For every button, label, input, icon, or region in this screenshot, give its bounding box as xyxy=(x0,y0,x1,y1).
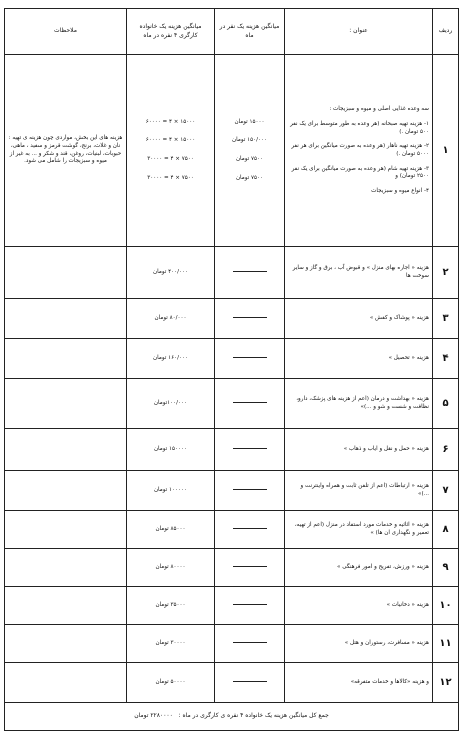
row-sub-item: ۱- هزینه تهیه صبحانه (هر وعده به طور متوسط برای یک نفر ۵۰۰ تومان .) xyxy=(290,121,429,135)
table-row xyxy=(5,587,459,625)
row-number: ۵ xyxy=(433,379,459,429)
header-title: عنوان : xyxy=(285,9,433,55)
empty-dash xyxy=(233,489,267,490)
row-number: ۹ xyxy=(433,549,459,587)
family-cost-cell: ۸۵۰۰۰ تومان xyxy=(127,511,215,549)
notes-cell xyxy=(5,247,127,299)
row-sub-item: ۲- هزینه تهیه ناهار (هر وعده به صورت میانگین برای هر نفر ۵۰۰۰ تومان .) xyxy=(291,143,429,157)
row-title: هزینه « بهداشت و درمان (اعم از هزینه های پزشک، دارو، نظافت و شست و شو و ...)» xyxy=(285,379,433,429)
budget-table xyxy=(4,8,459,731)
row-title: هزینه « اثاثیه و خدمات مورد استفاد در منزل (اعم از تهیه، تعمیر و نگهداری ان ها) » xyxy=(285,511,433,549)
empty-dash xyxy=(233,448,267,449)
family-cost-cell: ۱۵۰۰۰۰ تومان xyxy=(127,429,215,471)
notes-cell: هزینه های این بخش، مواردی چون هزینه ی تهیه : نان و غلات، برنج، گوشت قرمز و سفید ، ماهی، حبوبات، لبنیات، روغن، قند و شکر و ... به غیر از میوه و سبزیجات را شامل می شود. xyxy=(5,55,127,247)
header-notes: ملاحظات xyxy=(5,9,127,55)
table-row xyxy=(5,247,459,299)
total-value: ۲۲۸۰۰۰۰ تومان xyxy=(134,712,173,720)
notes-cell xyxy=(5,429,127,471)
notes-cell xyxy=(5,379,127,429)
empty-dash xyxy=(233,271,267,272)
row-title: هزینه « پوشاک و کفش » xyxy=(285,299,433,339)
person-cost-cell xyxy=(215,55,285,247)
table-row xyxy=(5,663,459,703)
empty-dash xyxy=(233,402,267,403)
person-cost-value: ۷۵۰۰ تومان xyxy=(235,156,264,162)
family-cost-value: ۱۵۰۰۰ × ۴ = ۶۰۰۰۰ xyxy=(145,137,196,144)
family-cost-cell xyxy=(127,55,215,247)
empty-dash xyxy=(233,528,267,529)
row-sub-item: ۴- انواع میوه و سبزیجات xyxy=(371,187,429,194)
person-cost-value: ۱۵۰/۰۰۰ تومان xyxy=(232,137,267,144)
table-row xyxy=(5,55,459,247)
header-person-cost: میانگین هزینه یک نفر در ماه xyxy=(215,9,285,55)
person-cost-cell xyxy=(215,339,285,379)
notes-cell xyxy=(5,471,127,511)
person-cost-cell xyxy=(215,663,285,703)
family-cost-cell: ۵۰۰۰۰ تومان xyxy=(127,663,215,703)
family-cost-value: ۱۵۰۰۰ × ۴ = ۶۰۰۰۰ xyxy=(145,118,196,125)
row-title: هزینه « ورزش، تفریح و امور فرهنگی » xyxy=(285,549,433,587)
person-cost-cell xyxy=(215,429,285,471)
notes-cell xyxy=(5,587,127,625)
empty-dash xyxy=(233,681,267,682)
notes-cell xyxy=(5,549,127,587)
row-number: ۴ xyxy=(433,339,459,379)
total-row xyxy=(5,703,459,731)
empty-dash xyxy=(233,642,267,643)
row-number: ۷ xyxy=(433,471,459,511)
table-row xyxy=(5,299,459,339)
row-number: ۲ xyxy=(433,247,459,299)
row-title: و هزینه «کالاها و خدمات متفرقه» xyxy=(285,663,433,703)
notes-cell xyxy=(5,625,127,663)
row-intro: سه وعده غذایی اصلی و میوه و سبزیجات : xyxy=(329,105,429,112)
empty-dash xyxy=(233,566,267,567)
row-number: ۳ xyxy=(433,299,459,339)
row-title: هزینه « اجاره بهای منزل » و قبوض آب ، برق و گاز و سایر سوخت ها xyxy=(285,247,433,299)
family-cost-cell: ۳۰۰۰۰ تومان xyxy=(127,625,215,663)
row-title: هزینه « حمل و نقل و ایاب و ذهاب » xyxy=(285,429,433,471)
family-cost-cell: ۱۰۰۰۰۰ تومان xyxy=(127,471,215,511)
table-row xyxy=(5,625,459,663)
table-row xyxy=(5,339,459,379)
row-number: ۶ xyxy=(433,429,459,471)
total-label: جمع کل میانگین هزینه یک خانواده ۴ نفره ی کارگری در ماه : xyxy=(178,712,329,720)
person-cost-cell xyxy=(215,247,285,299)
person-cost-cell xyxy=(215,379,285,429)
table-row xyxy=(5,429,459,471)
person-cost-value: ۱۵۰۰۰ تومان xyxy=(234,118,265,125)
person-cost-cell xyxy=(215,511,285,549)
row-title: هزینه « دخانیات » xyxy=(285,587,433,625)
notes-cell xyxy=(5,663,127,703)
notes-cell xyxy=(5,511,127,549)
family-cost-cell: ۳۵۰۰۰ تومان xyxy=(127,587,215,625)
row-number: ۱ xyxy=(433,55,459,247)
person-cost-cell xyxy=(215,299,285,339)
row-title: هزینه « تحصیل » xyxy=(285,339,433,379)
table-row xyxy=(5,549,459,587)
family-cost-value: ۷۵۰۰ × ۴ = ۳۰۰۰۰ xyxy=(147,174,194,181)
table-row xyxy=(5,379,459,429)
total-cell xyxy=(5,703,459,731)
notes-cell xyxy=(5,299,127,339)
person-cost-value: ۷۵۰۰ تومان xyxy=(235,174,264,181)
header-num: ردیف xyxy=(433,9,459,55)
row-sub-item: ۳- هزینه تهیه شام (هر وعده به صورت میانگین برای یک نفر ۲۵۰۰ تومان) و xyxy=(291,165,429,180)
row-title: هزینه « ارتباطات (اعم از تلفن ثابت و همراه واینترنت و ...)» xyxy=(285,471,433,511)
person-cost-cell xyxy=(215,625,285,663)
row-title xyxy=(285,55,433,247)
person-cost-cell xyxy=(215,549,285,587)
person-cost-cell xyxy=(215,471,285,511)
person-cost-cell xyxy=(215,587,285,625)
family-cost-cell: ۱۶۰/۰۰۰ تومان xyxy=(127,339,215,379)
header-row xyxy=(5,9,459,55)
empty-dash xyxy=(233,317,267,318)
family-cost-cell: ۴۰۰/۰۰۰ تومان xyxy=(127,247,215,299)
family-cost-value: ۷۵۰۰ × ۴ = ۳۰۰۰۰ xyxy=(147,156,194,162)
family-cost-cell: ۸۰۰۰۰ تومان xyxy=(127,549,215,587)
row-number: ۸ xyxy=(433,511,459,549)
row-number: ۱۰ xyxy=(433,587,459,625)
table-row xyxy=(5,471,459,511)
header-family-cost: میانگین هزینه یک خانواده کارگری ۴ نفره در ماه xyxy=(127,9,215,55)
family-cost-cell: ۱۰۰/۰۰۰تومان xyxy=(127,379,215,429)
table-row xyxy=(5,511,459,549)
empty-dash xyxy=(233,357,267,358)
empty-dash xyxy=(233,604,267,605)
notes-cell xyxy=(5,339,127,379)
row-number: ۱۲ xyxy=(433,663,459,703)
row-title: هزینه « مسافرت، رستوران و هتل » xyxy=(285,625,433,663)
row-number: ۱۱ xyxy=(433,625,459,663)
family-cost-cell: ۸۰/۰۰۰ تومان xyxy=(127,299,215,339)
